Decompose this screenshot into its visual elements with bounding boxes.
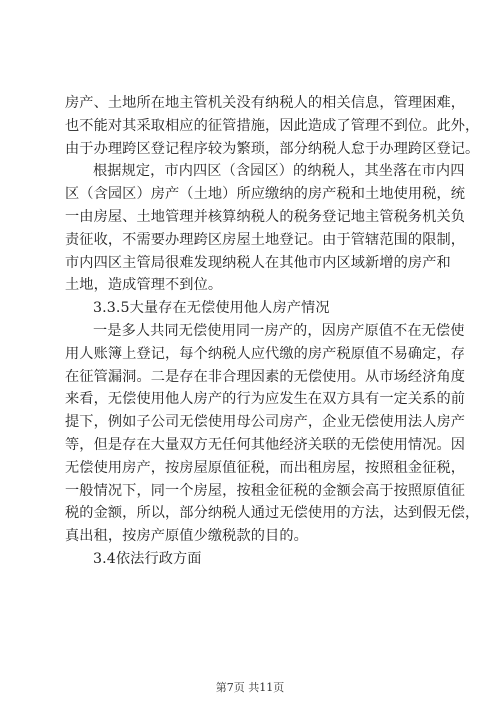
paragraph-line: 房产、土地所在地主管机关没有纳税人的相关信息，管理困难， [65, 95, 466, 111]
paragraph-line: 区（含园区）房产（土地）所应缴纳的房产税和土地使用税，统 [65, 186, 466, 203]
paragraph-line: 责征收，不需要办理跨区房屋土地登记。由于管辖范围的限制， [65, 231, 466, 248]
paragraph-line: 无偿使用房产，按房屋原值征税，而出租房屋，按照租金征税， [65, 459, 466, 476]
paragraph-line: 一由房屋、土地管理并核算纳税人的税务登记地主管税务机关负 [65, 208, 466, 225]
section-heading-3-3-5: 3.3.5大量存在无偿使用他人房产情况 [93, 300, 330, 317]
paragraph-line: 一般情况下，同一个房屋，按租金征税的金额会高于按照原值征 [65, 482, 466, 499]
paragraph-line: 税的金额，所以，部分纳税人通过无偿使用的方法，达到假无偿， [65, 505, 480, 522]
paragraph-line: 一是多人共同无偿使用同一房产的，因房产原值不在无偿使 [93, 322, 465, 339]
paragraph-line: 等，但是存在大量双方无任何其他经济关联的无偿使用情况。因 [65, 436, 466, 453]
page-number-footer: 第7页 共11页 [215, 681, 285, 694]
paragraph-line: 也不能对其采取相应的征管措施，因此造成了管理不到位。此外， [65, 117, 480, 134]
paragraph-line: 根据规定，市内四区（含园区）的纳税人，其坐落在市内四 [93, 163, 465, 180]
document-body [65, 92, 480, 571]
paragraph-line: 提下，例如子公司无偿使用母公司房产，企业无偿使用法人房产 [65, 414, 466, 431]
section-heading-3-4: 3.4依法行政方面 [93, 550, 202, 567]
paragraph-line: 在征管漏洞。二是存在非合理因素的无偿使用。从市场经济角度 [65, 368, 466, 385]
paragraph-line: 市内四区主管局很难发现纳税人在其他市内区域新增的房产和 [65, 254, 451, 271]
paragraph-line: 真出租，按房产原值少缴税款的目的。 [65, 528, 308, 545]
paragraph-line: 来看，无偿使用他人房产的行为应发生在双方具有一定关系的前 [65, 391, 466, 408]
paragraph-line: 由于办理跨区登记程序较为繁琐，部分纳税人怠于办理跨区登记。 [65, 140, 480, 157]
paragraph-line: 土地，造成管理不到位。 [65, 277, 223, 294]
paragraph-line: 用人账簿上登记，每个纳税人应代缴的房产税原值不易确定，存 [65, 345, 466, 362]
